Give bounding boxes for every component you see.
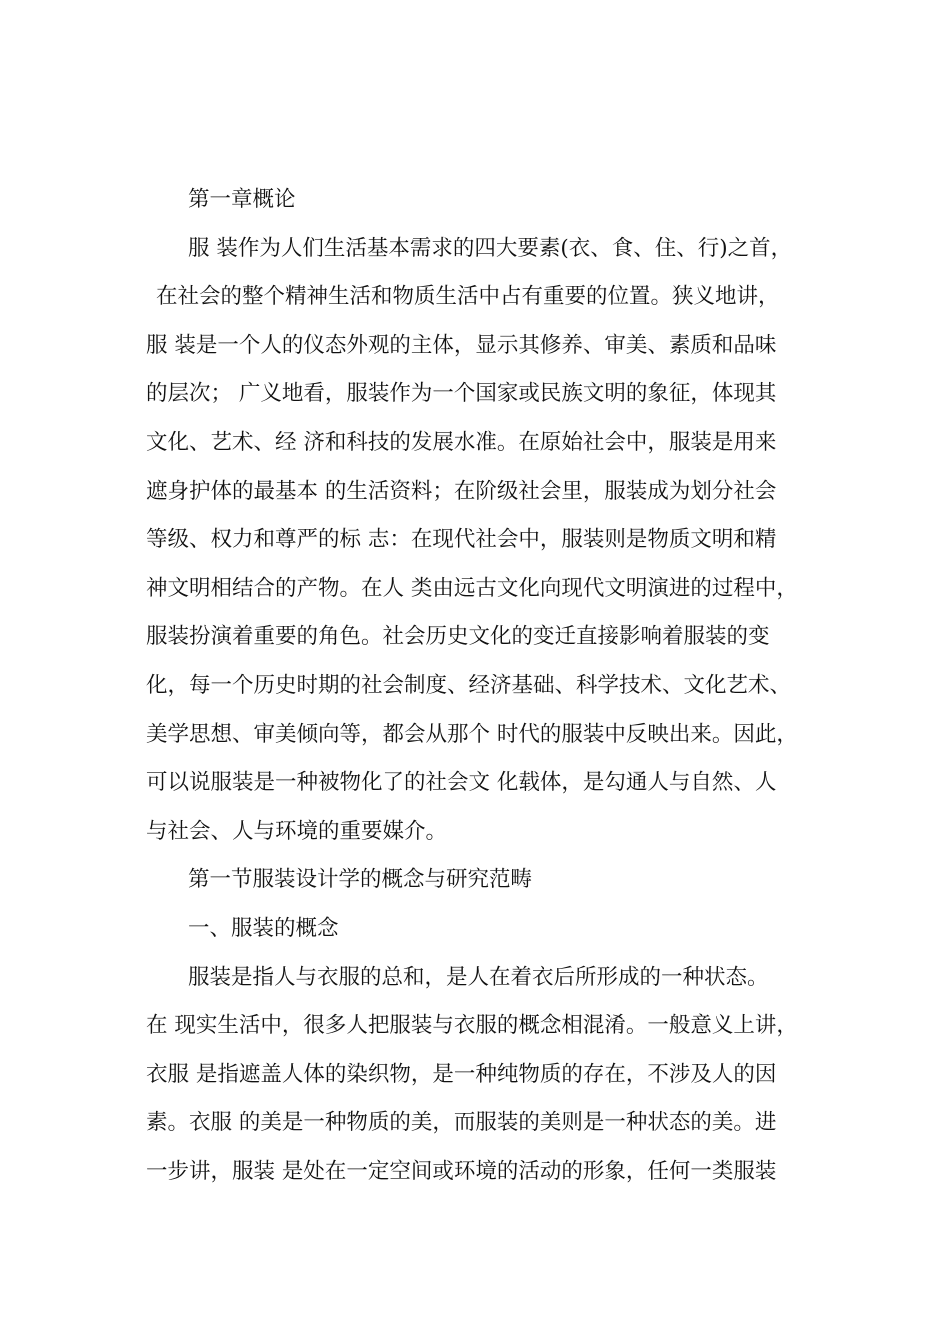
text-line: 衣服 是指遮盖人体的染织物，是一种纯物质的存在，不涉及人的因 xyxy=(146,1061,777,1087)
text-line: 一步讲，服装 是处在一定空间或环境的活动的形象，任何一类服装 xyxy=(146,1158,777,1184)
text-line: 神文明相结合的产物。在人 类由远古文化向现代文明演进的过程中， xyxy=(146,575,798,601)
text-line: 素。衣服 的美是一种物质的美，而服装的美则是一种状态的美。进 xyxy=(146,1110,777,1136)
text-line: 在社会的整个精神生活和物质生活中占有重要的位置。狭义地讲， xyxy=(156,284,780,310)
text-line: 文化、艺术、经 济和科技的发展水准。在原始社会中，服装是用来 xyxy=(146,429,777,455)
text-line: 遮身护体的最基本 的生活资料；在阶级社会里，服装成为划分社会 xyxy=(146,478,777,504)
text-line: 等级、权力和尊严的标 志：在现代社会中，服装则是物质文明和精 xyxy=(146,527,777,553)
text-line: 与社会、人与环境的重要媒介。 xyxy=(146,818,448,844)
text-line: 服 装作为人们生活基本需求的四大要素(衣、食、住、行)之首， xyxy=(188,235,793,261)
text-line: 的层次； 广义地看，服装作为一个国家或民族文明的象征，体现其 xyxy=(146,381,777,407)
text-line: 化，每一个历史时期的社会制度、经济基础、科学技术、文化艺术、 xyxy=(146,672,792,698)
text-line: 在 现实生活中，很多人把服装与衣服的概念相混淆。一般意义上讲， xyxy=(146,1013,798,1039)
chapter-title: 第一章概论 xyxy=(188,187,296,212)
text-line: 服装扮演着重要的角色。社会历史文化的变迁直接影响着服装的变 xyxy=(146,624,770,650)
text-line: 服 装是一个人的仪态外观的主体，显示其修养、审美、素质和品味 xyxy=(146,332,777,358)
section-title: 第一节服装设计学的概念与研究范畴 xyxy=(188,867,533,893)
text-line: 服装是指人与衣服的总和，是人在着衣后所形成的一种状态。 xyxy=(188,964,769,990)
document-body xyxy=(146,176,826,1196)
subsection-title: 一、服装的概念 xyxy=(188,915,339,941)
text-line: 美学思想、审美倾向等，都会从那个 时代的服装中反映出来。因此， xyxy=(146,721,798,747)
text-line: 可以说服装是一种被物化了的社会文 化载体，是勾通人与自然、人 xyxy=(146,770,777,796)
